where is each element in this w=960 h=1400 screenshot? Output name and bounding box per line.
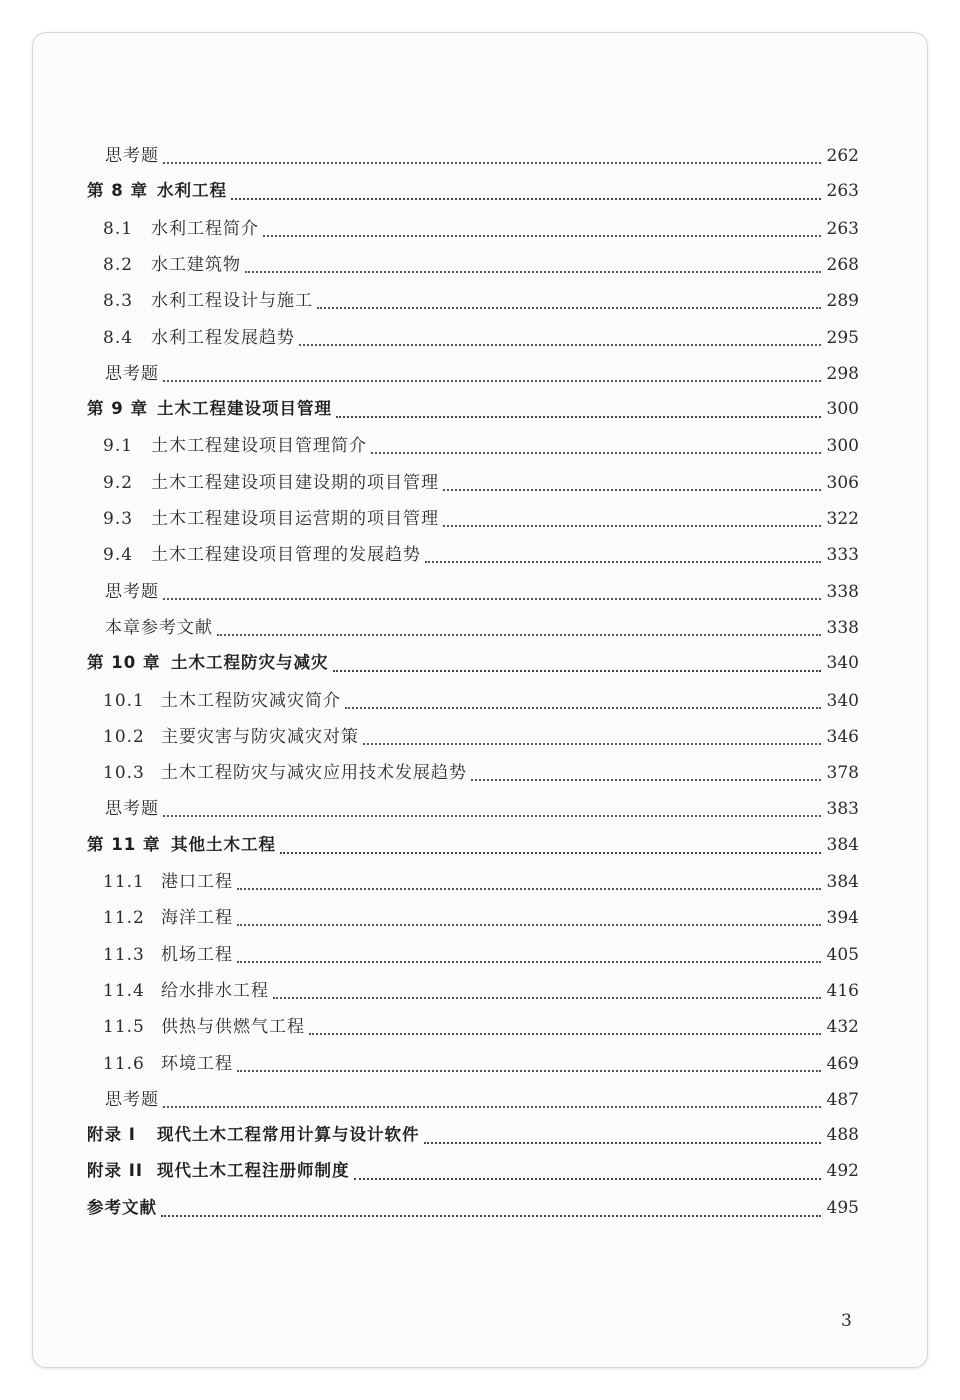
- dot-leader: [354, 1178, 821, 1180]
- dot-leader: [163, 162, 821, 164]
- toc-entry-title: 思考题: [105, 146, 159, 166]
- toc-entry-page: 338: [826, 581, 859, 602]
- toc-chapter-entry: [87, 395, 859, 423]
- toc-section-entry: [103, 323, 859, 351]
- toc-entry-page: 289: [826, 291, 859, 312]
- toc-section-entry: [103, 686, 859, 714]
- toc-entry-page: 295: [826, 327, 859, 348]
- toc-entry-title: 水利工程设计与施工: [151, 291, 313, 312]
- toc-entry-title: 海洋工程: [161, 908, 233, 929]
- dot-leader: [443, 489, 821, 491]
- page-number: 3: [841, 1311, 852, 1331]
- toc-entry-page: 384: [826, 834, 859, 855]
- toc-entry-number: 10.2: [103, 726, 145, 747]
- toc-entry-title: 水工建筑物: [151, 254, 241, 275]
- toc-exercise-entry: [105, 359, 859, 387]
- toc-entry-page: 322: [826, 509, 859, 529]
- book-page: [32, 32, 928, 1368]
- toc-exercise-entry: [105, 577, 859, 605]
- dot-leader: [217, 634, 821, 636]
- toc-entry-page: 338: [826, 617, 859, 638]
- dot-leader: [333, 670, 821, 672]
- toc-section-entry: [103, 758, 859, 786]
- toc-entry-title: 水利工程: [157, 181, 227, 201]
- toc-entry-number: 10.3: [103, 763, 145, 784]
- dot-leader: [163, 598, 821, 600]
- toc-section-entry: [103, 1049, 859, 1077]
- toc-entry-page: 300: [826, 436, 859, 457]
- dot-leader: [363, 743, 821, 745]
- toc-entry-page: 405: [826, 944, 859, 965]
- toc-entry-number: 9.2: [103, 472, 134, 493]
- toc-section-entry: [103, 540, 859, 568]
- toc-section-entry: [103, 504, 859, 532]
- toc-entry-page: 469: [826, 1053, 859, 1074]
- toc-entry-page: 346: [826, 726, 859, 747]
- toc-entry-number: 9.3: [103, 509, 134, 529]
- toc-entry-title: 水利工程简介: [151, 218, 259, 239]
- toc-entry-page: 432: [826, 1017, 859, 1038]
- toc-entry-title: 土木工程防灾与减灾应用技术发展趋势: [161, 763, 467, 784]
- toc-section-entry: [103, 903, 859, 931]
- dot-leader: [163, 380, 821, 382]
- dot-leader: [237, 1070, 821, 1072]
- toc-entry-number: 11.4: [103, 980, 145, 1001]
- dot-leader: [237, 961, 821, 963]
- toc-entry-page: 492: [826, 1161, 859, 1182]
- toc-section-entry: [103, 431, 859, 459]
- toc-entry-page: 262: [826, 146, 859, 166]
- toc-entry-title: 土木工程建设项目建设期的项目管理: [151, 472, 439, 493]
- toc-exercise-entry: [105, 613, 859, 641]
- toc-entry-number: 11.3: [103, 944, 145, 965]
- toc-section-entry: [103, 976, 859, 1004]
- toc-entry-title: 土木工程防灾与减灾: [171, 653, 329, 673]
- toc-section-entry: [103, 867, 859, 895]
- toc-entry-title: 思考题: [105, 1089, 159, 1110]
- toc-entry-number: 11.2: [103, 908, 145, 929]
- toc-entry-page: 300: [826, 399, 859, 420]
- toc-entry-number: 附录 II: [87, 1161, 144, 1181]
- dot-leader: [273, 997, 821, 999]
- toc-entry-page: 495: [826, 1197, 859, 1218]
- toc-entry-number: 8.3: [103, 291, 134, 312]
- toc-entry-page: 340: [826, 690, 859, 711]
- toc-entry-page: 416: [826, 980, 859, 1001]
- toc-entry-title: 土木工程防灾减灾简介: [161, 690, 341, 711]
- toc-exercise-entry: [105, 794, 859, 822]
- toc-entry-number: 9.1: [103, 436, 134, 457]
- toc-entry-title: 供热与供燃气工程: [161, 1017, 305, 1038]
- toc-entry-page: 384: [826, 872, 859, 892]
- toc-chapter-entry: [87, 1121, 859, 1149]
- toc-section-entry: [103, 250, 859, 278]
- toc-chapter-entry: [87, 177, 859, 205]
- dot-leader: [237, 924, 821, 926]
- toc-exercise-entry: [105, 141, 859, 169]
- toc-entry-number: 10.1: [103, 690, 145, 711]
- dot-leader: [309, 1033, 821, 1035]
- toc-entry-title: 思考题: [105, 799, 159, 820]
- toc-entry-number: 8.1: [103, 218, 134, 239]
- dot-leader: [299, 344, 821, 346]
- toc-entry-page: 263: [826, 218, 859, 239]
- toc-entry-page: 298: [826, 363, 859, 384]
- toc-entry-number: 11.5: [103, 1017, 145, 1038]
- toc-entry-number: 11.1: [103, 872, 145, 892]
- dot-leader: [263, 235, 821, 237]
- toc-entry-page: 394: [826, 908, 859, 929]
- toc-chapter-entry: [87, 1194, 859, 1222]
- toc-entry-title: 现代土木工程注册师制度: [157, 1161, 350, 1181]
- toc-entry-title: 水利工程发展趋势: [151, 327, 295, 348]
- toc-entry-number: 第 11 章: [87, 834, 161, 854]
- toc-entry-number: 11.6: [103, 1053, 145, 1074]
- dot-leader: [371, 452, 821, 454]
- toc-entry-page: 263: [826, 181, 859, 202]
- toc-entry-title: 思考题: [105, 363, 159, 384]
- toc-entry-title: 其他土木工程: [171, 834, 276, 854]
- toc-section-entry: [103, 940, 859, 968]
- toc-entry-page: 333: [826, 545, 859, 566]
- toc-chapter-entry: [87, 649, 859, 677]
- toc-entry-number: 第 8 章: [87, 181, 148, 201]
- toc-entry-page: 306: [826, 472, 859, 493]
- dot-leader: [163, 815, 821, 817]
- toc-section-entry: [103, 722, 859, 750]
- toc-entry-title: 主要灾害与防灾减灾对策: [161, 726, 359, 747]
- dot-leader: [336, 416, 821, 418]
- toc-entry-number: 9.4: [103, 545, 134, 566]
- toc-entry-page: 268: [826, 254, 859, 275]
- toc-entry-page: 378: [826, 763, 859, 784]
- toc-entry-page: 487: [826, 1089, 859, 1110]
- toc-entry-page: 488: [826, 1125, 859, 1146]
- toc-chapter-entry: [87, 831, 859, 859]
- toc-entry-page: 383: [826, 799, 859, 820]
- toc-section-entry: [103, 1012, 859, 1040]
- dot-leader: [471, 779, 821, 781]
- toc-entry-title: 给水排水工程: [161, 980, 269, 1001]
- toc-section-entry: [103, 468, 859, 496]
- toc-entry-number: 第 9 章: [87, 399, 148, 419]
- toc-entry-number: 附录 I: [87, 1125, 136, 1145]
- toc-section-entry: [103, 286, 859, 314]
- toc-entry-title: 土木工程建设项目运营期的项目管理: [151, 509, 439, 529]
- dot-leader: [425, 561, 821, 563]
- dot-leader: [424, 1142, 821, 1144]
- toc-entry-title: 土木工程建设项目管理: [157, 399, 332, 419]
- toc-exercise-entry: [105, 1085, 859, 1113]
- toc-entry-page: 340: [826, 653, 859, 674]
- dot-leader: [163, 1106, 821, 1108]
- toc-entry-title: 思考题: [105, 581, 159, 602]
- toc-chapter-entry: [87, 1157, 859, 1185]
- toc-entry-title: 土木工程建设项目管理简介: [151, 436, 367, 457]
- toc-entry-title: 本章参考文献: [105, 617, 213, 638]
- dot-leader: [345, 707, 821, 709]
- toc-entry-title: 现代土木工程常用计算与设计软件: [157, 1125, 420, 1145]
- dot-leader: [280, 852, 821, 854]
- dot-leader: [237, 888, 821, 890]
- dot-leader: [231, 198, 821, 200]
- toc-entry-title: 港口工程: [161, 872, 233, 892]
- toc-entry-number: 第 10 章: [87, 653, 161, 673]
- toc-entry-title: 参考文献: [87, 1197, 157, 1217]
- dot-leader: [161, 1215, 821, 1217]
- toc-entry-title: 土木工程建设项目管理的发展趋势: [151, 545, 421, 566]
- toc-entry-title: 环境工程: [161, 1053, 233, 1074]
- toc-entry-title: 机场工程: [161, 944, 233, 965]
- dot-leader: [317, 307, 821, 309]
- dot-leader: [443, 525, 821, 527]
- toc-section-entry: [103, 214, 859, 242]
- dot-leader: [245, 271, 821, 273]
- toc-entry-number: 8.2: [103, 254, 134, 275]
- toc-entry-number: 8.4: [103, 327, 134, 348]
